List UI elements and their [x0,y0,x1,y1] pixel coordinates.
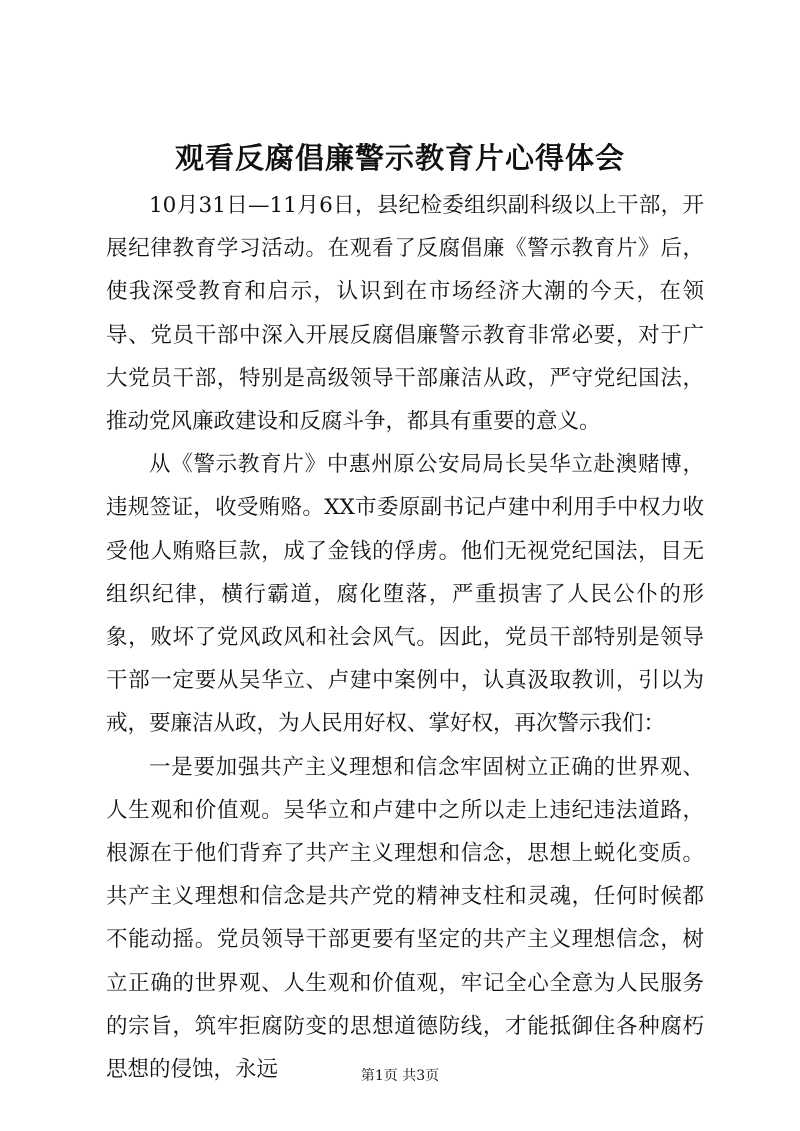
paragraph-2: 从《警示教育片》中惠州原公安局局长吴华立赴澳赌博，违规签证，收受贿赂。XX市委原副书记卢建中利用手中权力收受他人贿赂巨款，成了金钱的俘虏。他们无视党纪国法，目无组织纪律，横行霸道，腐化堕落，严重损害了人民公仆的形象，败坏了党风政风和社会风气。因此，党员干部特别是领导干部一定要从吴华立、卢建中案例中，认真汲取教训，引以为戒，要廉洁从政，为人民用好权、掌好权，再次警示我们： [106,452,704,737]
page-footer: 第1页 共3页 [360,1068,440,1084]
document-body [106,184,704,1091]
paragraph-1: 10月31日—11月6日，县纪检委组织副科级以上干部，开展纪律教育学习活动。在观看了反腐倡廉《警示教育片》后，使我深受教育和启示，认识到在市场经济大潮的今天，在领导、党员干部中深入开展反腐倡廉警示教育非常必要，对于广大党员干部，特别是高级领导干部廉洁从政，严守党纪国法，推动党风廉政建设和反腐斗争，都具有重要的意义。 [106,193,704,435]
paragraph-3: 一是要加强共产主义理想和信念牢固树立正确的世界观、人生观和价值观。吴华立和卢建中之所以走上违纪违法道路，根源在于他们背弃了共产主义理想和信念，思想上蜕化变质。共产主义理想和信念是共产党的精神支柱和灵魂，任何时候都不能动摇。党员领导干部更要有坚定的共产主义理想信念，树立正确的世界观、人生观和价值观，牢记全心全意为人民服务的宗旨，筑牢拒腐防变的思想道德防线，才能抵御住各种腐朽思想的侵蚀，永远 [106,754,704,1083]
document-title: 观看反腐倡廉警示教育片心得体会 [174,141,625,175]
